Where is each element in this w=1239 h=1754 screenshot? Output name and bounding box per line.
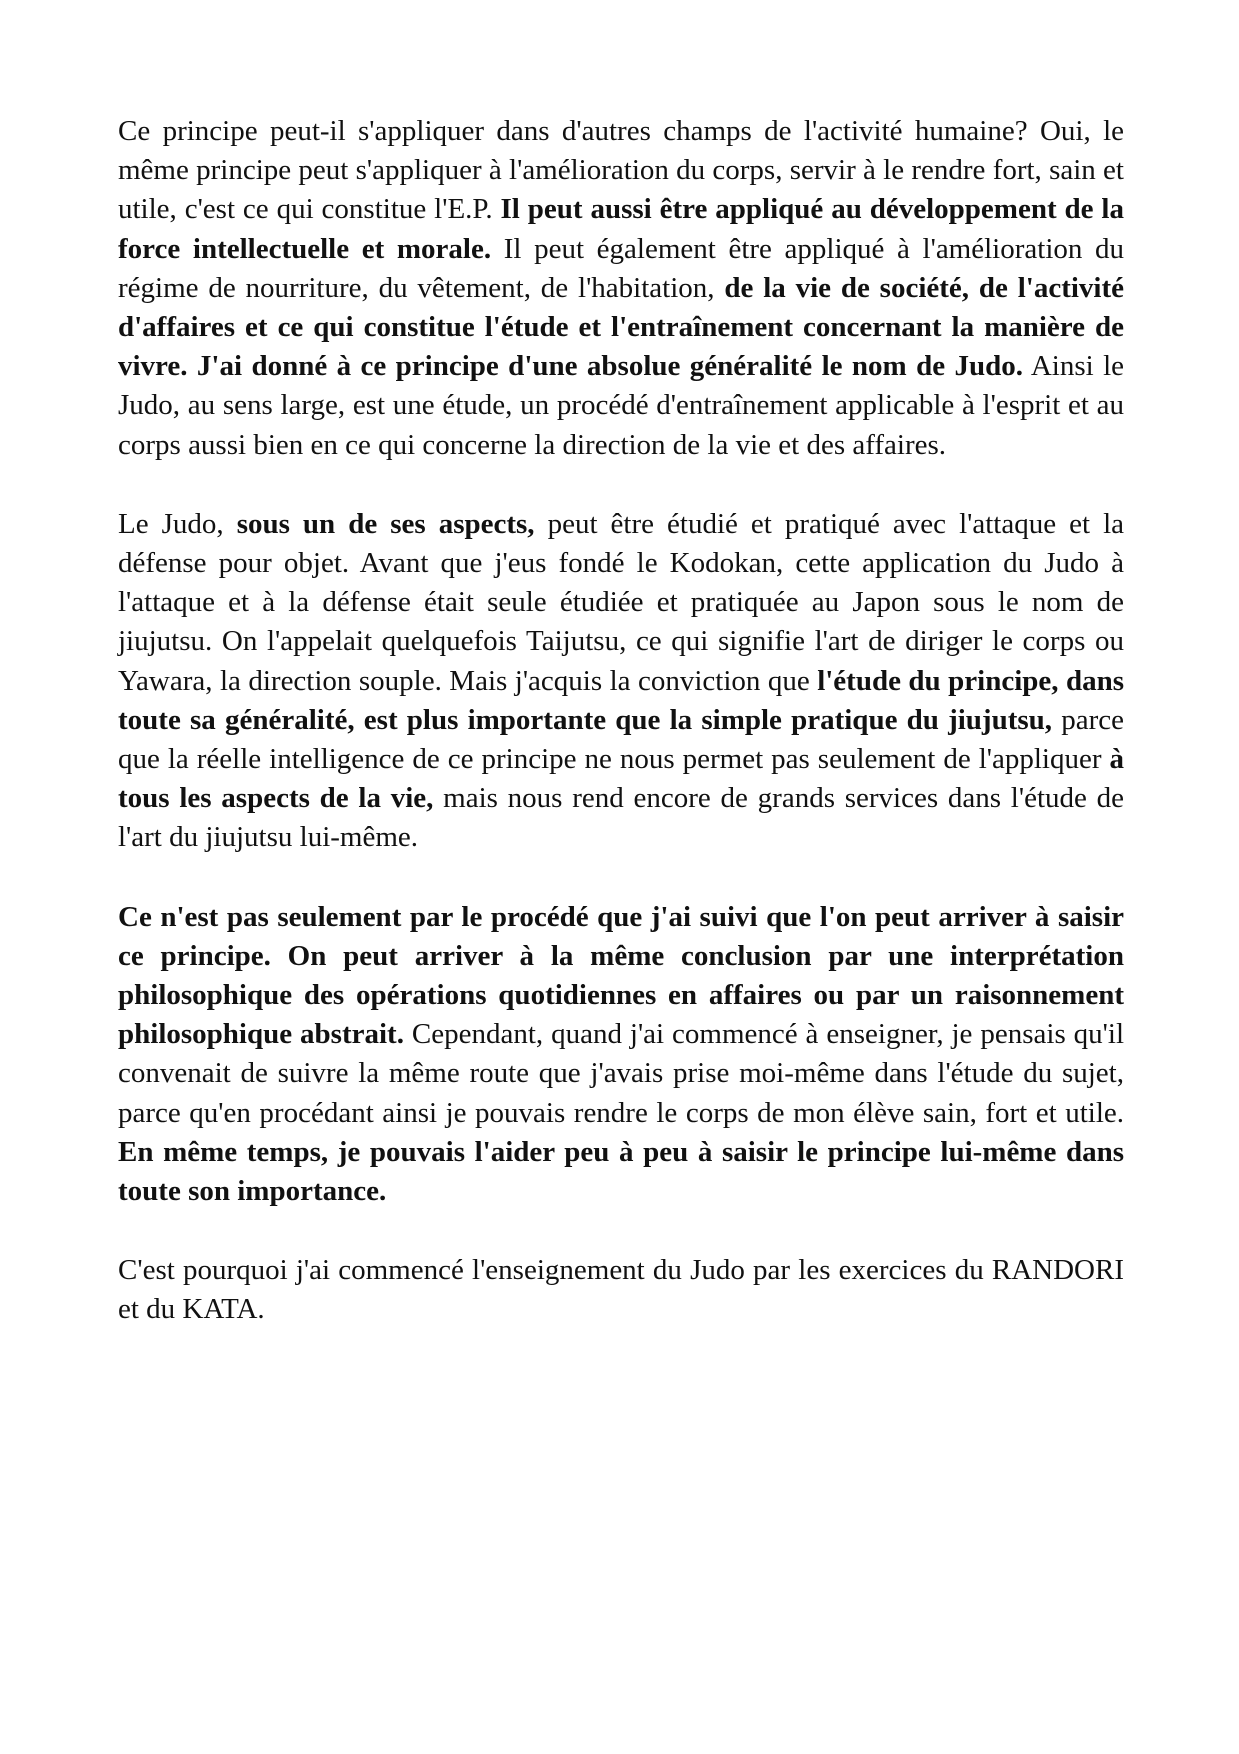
bold-text-segment: de la vie de société, de l'activité d'affaires et ce qui constitue l'étude et l'entraînement concernant la manière de vivre. J'ai donné à ce principe d'une absolue généralité le nom de Judo.: [118, 271, 1125, 383]
document-page: [118, 112, 1124, 1370]
text-segment: Cependant, quand j'ai commencé à enseigner, je pensais qu'il convenait de suivre la même route que j'avais prise moi-même dans l'étude du sujet, parce qu'en procédant ainsi je pouvais rendre le corps de mon élève sain, fort et utile.: [118, 1018, 1124, 1129]
text-segment: Ce principe peut-il s'appliquer dans d'autres champs de l'activité humaine? Oui, le même principe peut s'appliquer à l'amélioration du corps, servir à le rendre fort, sain et utile, c'est ce qui constitue l'E.P.: [118, 115, 1124, 226]
bold-text-segment: à tous les aspects de la vie,: [118, 743, 1124, 815]
bold-text-segment: sous un de ses aspects,: [236, 507, 535, 540]
paragraph-1: [118, 112, 1124, 465]
text-segment: Le Judo,: [118, 507, 237, 540]
bold-text-segment: l'étude du principe, dans toute sa généralité, est plus importante que la simple pratique du jiujutsu,: [118, 664, 1124, 736]
text-segment: parce que la réelle intelligence de ce principe ne nous permet pas seulement de l'appliquer: [118, 703, 1124, 776]
text-segment: mais nous rend encore de grands services dans l'étude de l'art du jiujutsu lui-même.: [118, 782, 1125, 854]
paragraph-4: [118, 1251, 1124, 1329]
paragraph-3: [118, 898, 1124, 1212]
text-segment: Il peut également être appliqué à l'amélioration du régime de nourriture, du vêtement, de l'habitation,: [118, 232, 1125, 304]
paragraph-2: [118, 505, 1124, 858]
bold-text-segment: Il peut aussi être appliqué au développement de la force intellectuelle et morale.: [118, 193, 1124, 265]
text-segment: Ainsi le Judo, au sens large, est une étude, un procédé d'entraînement applicable à l'esprit et au corps aussi bien en ce qui concerne la direction de la vie et des affaires.: [118, 350, 1124, 461]
bold-text-segment: En même temps, je pouvais l'aider peu à peu à saisir le principe lui-même dans toute son importance.: [118, 1135, 1124, 1208]
text-segment: C'est pourquoi j'ai commencé l'enseignement du Judo par les exercices du RANDORI et du KATA.: [118, 1254, 1124, 1326]
text-segment: peut être étudié et pratiqué avec l'attaque et la défense pour objet. Avant que j'eus fondé le Kodokan, cette application du Judo à l'attaque et à la défense était seule étudiée et pratiquée au Japon sous le nom de jiujutsu. On l'appelait quelquefois Taijutsu, ce qui signifie l'art de diriger le corps ou Yawara, la direction souple. Mais j'acquis la conviction que: [118, 507, 1125, 697]
bold-text-segment: Ce n'est pas seulement par le procédé que j'ai suivi que l'on peut arriver à saisir ce principe. On peut arriver à la même conclusion par une interprétation philosophique des opérations quotidiennes en affaires ou par un raisonnement philosophique abstrait.: [118, 900, 1124, 1051]
